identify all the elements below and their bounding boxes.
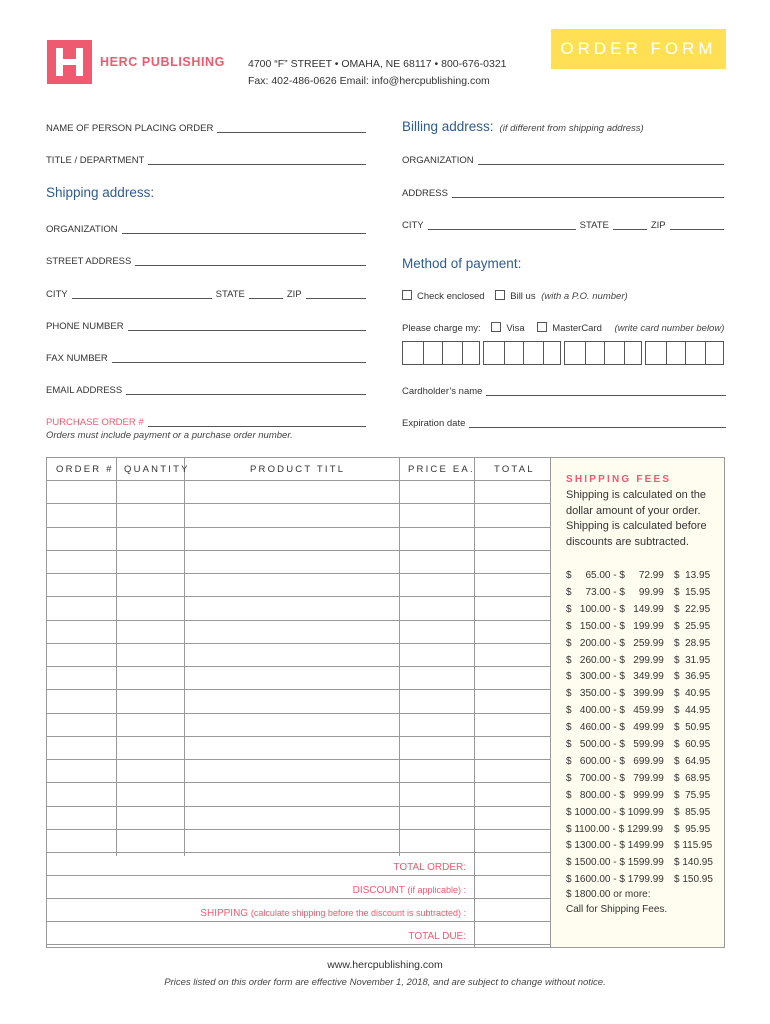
title-dept-label: TITLE / DEPARTMENT bbox=[46, 155, 145, 166]
fee-cost: $ 75.95 bbox=[674, 789, 711, 801]
table-row[interactable] bbox=[46, 759, 551, 782]
shipping-fee-row bbox=[566, 704, 716, 721]
card-number-group-3[interactable] bbox=[564, 341, 642, 365]
fee-cost: $ 68.95 bbox=[674, 772, 711, 784]
total-order-label: TOTAL ORDER: bbox=[393, 862, 466, 873]
table-row[interactable] bbox=[46, 666, 551, 689]
phone-field[interactable] bbox=[46, 319, 366, 333]
payment-heading: Method of payment: bbox=[402, 256, 522, 271]
ship-state-label: STATE bbox=[215, 289, 245, 300]
name-line[interactable] bbox=[217, 123, 366, 133]
shipping-row bbox=[200, 908, 466, 919]
fee-range: $ 1100.00 - $ 1299.99 bbox=[566, 823, 664, 835]
po-field[interactable] bbox=[46, 415, 366, 429]
table-row[interactable] bbox=[46, 527, 551, 550]
name-field[interactable] bbox=[46, 121, 366, 135]
address-line-1: 4700 “F” STREET • OMAHA, NE 68117 • 800-676-0321 bbox=[248, 58, 507, 70]
fee-range: $ 500.00 - $ 599.99 bbox=[566, 739, 664, 750]
ship-city-line[interactable] bbox=[72, 289, 212, 299]
payment-options-row bbox=[402, 290, 628, 302]
fee-cost: $ 22.95 bbox=[674, 603, 711, 615]
ship-organization-label: ORGANIZATION bbox=[46, 224, 118, 235]
logo-mark-icon bbox=[47, 40, 92, 84]
ship-state-line[interactable] bbox=[249, 289, 283, 299]
table-row[interactable] bbox=[46, 736, 551, 759]
expiration-line[interactable] bbox=[469, 418, 726, 428]
col-price-each: PRICE EA. bbox=[408, 464, 475, 475]
fee-range: $ 700.00 - $ 799.99 bbox=[566, 772, 664, 784]
fee-range: $ 1300.00 - $ 1499.99 bbox=[566, 840, 664, 852]
fee-cost: $ 150.95 bbox=[674, 874, 713, 886]
fee-range: $ 150.00 - $ 199.99 bbox=[566, 620, 664, 632]
table-row[interactable] bbox=[46, 643, 551, 666]
bill-us-checkbox[interactable] bbox=[495, 290, 505, 300]
shipping-fee-row bbox=[566, 772, 716, 789]
bill-state-label: STATE bbox=[579, 220, 609, 231]
fee-range: $ 1500.00 - $ 1599.99 bbox=[566, 857, 664, 869]
form-title-banner bbox=[551, 29, 726, 69]
street-field[interactable] bbox=[46, 254, 366, 268]
fax-field[interactable] bbox=[46, 351, 366, 365]
fee-range: $ 600.00 - $ 699.99 bbox=[566, 755, 664, 767]
charge-row bbox=[402, 322, 724, 334]
billing-address-heading bbox=[402, 119, 644, 134]
total-due-label: TOTAL DUE: bbox=[408, 931, 466, 942]
title-dept-line[interactable] bbox=[148, 155, 366, 165]
fee-cost: $ 13.95 bbox=[674, 570, 711, 581]
form-title: ORDER FORM bbox=[560, 39, 717, 58]
discount-label: DISCOUNT bbox=[352, 885, 405, 896]
phone-label: PHONE NUMBER bbox=[46, 321, 124, 332]
shipping-fee-row bbox=[566, 738, 716, 755]
discount-note: (if applicable) : bbox=[407, 885, 466, 895]
name-label: NAME OF PERSON PLACING ORDER bbox=[46, 123, 214, 134]
shipping-fees-note-line-1: $ 1800.00 or more: bbox=[566, 889, 651, 900]
footer-url[interactable]: www.hercpublishing.com bbox=[327, 959, 443, 971]
bill-organization-line[interactable] bbox=[478, 155, 724, 165]
fee-cost: $ 115.95 bbox=[674, 840, 713, 852]
expiration-field[interactable] bbox=[402, 416, 726, 430]
check-enclosed-checkbox[interactable] bbox=[402, 290, 412, 300]
table-row[interactable] bbox=[46, 829, 551, 852]
bill-us-label: Bill us bbox=[510, 291, 536, 302]
table-row[interactable] bbox=[46, 806, 551, 829]
card-note: (write card number below) bbox=[614, 323, 725, 334]
mastercard-checkbox[interactable] bbox=[537, 322, 547, 332]
shipping-fee-row bbox=[566, 839, 716, 856]
shipping-note: (calculate shipping before the discount is subtracted) : bbox=[250, 908, 466, 918]
fee-range: $ 400.00 - $ 459.99 bbox=[566, 705, 664, 717]
mastercard-label: MasterCard bbox=[552, 323, 602, 334]
cardholder-line[interactable] bbox=[486, 386, 726, 396]
fee-cost: $ 60.95 bbox=[674, 739, 711, 750]
bill-address-line[interactable] bbox=[452, 188, 724, 198]
ship-zip-line[interactable] bbox=[306, 289, 366, 299]
po-note: Orders must include payment or a purchase order number. bbox=[46, 430, 293, 441]
ship-zip-label: ZIP bbox=[286, 289, 302, 300]
fee-cost: $ 64.95 bbox=[674, 755, 711, 767]
fax-label: FAX NUMBER bbox=[46, 353, 108, 364]
fee-range: $ 460.00 - $ 499.99 bbox=[566, 722, 664, 734]
fee-cost: $ 15.95 bbox=[674, 586, 711, 598]
shipping-fee-row bbox=[566, 586, 716, 603]
bill-us-note: (with a P.O. number) bbox=[541, 291, 628, 302]
ship-organization-field[interactable] bbox=[46, 222, 366, 236]
shipping-fee-row bbox=[566, 603, 716, 620]
col-total: TOTAL bbox=[494, 464, 535, 475]
email-line[interactable] bbox=[126, 385, 366, 395]
street-label: STREET ADDRESS bbox=[46, 256, 132, 267]
bill-organization-field[interactable] bbox=[402, 153, 724, 167]
shipping-fee-row bbox=[566, 856, 716, 873]
fee-range: $ 350.00 - $ 399.99 bbox=[566, 688, 664, 700]
fee-cost: $ 44.95 bbox=[674, 705, 711, 717]
shipping-fees-note bbox=[566, 887, 667, 917]
table-row[interactable] bbox=[46, 713, 551, 736]
totals-block bbox=[46, 856, 466, 948]
visa-label: Visa bbox=[506, 323, 525, 334]
street-line[interactable] bbox=[135, 256, 366, 266]
shipping-fee-row bbox=[566, 670, 716, 687]
shipping-fee-row bbox=[566, 789, 716, 806]
company-name: HERC PUBLISHING bbox=[100, 55, 225, 69]
shipping-fee-row bbox=[566, 823, 716, 840]
title-dept-field[interactable] bbox=[46, 153, 366, 167]
bill-address-field[interactable] bbox=[402, 186, 724, 200]
table-row[interactable] bbox=[46, 689, 551, 712]
fax-line[interactable] bbox=[112, 353, 366, 363]
shipping-fees-note-line-2: Call for Shipping Fees. bbox=[566, 904, 668, 915]
shipping-address-heading: Shipping address: bbox=[46, 185, 155, 200]
table-row[interactable] bbox=[46, 550, 551, 573]
table-row[interactable] bbox=[46, 573, 551, 596]
billing-note: (if different from shipping address) bbox=[499, 123, 644, 134]
shipping-fee-row bbox=[566, 637, 716, 654]
shipping-fee-row bbox=[566, 654, 716, 671]
billing-heading-text: Billing address: bbox=[402, 119, 494, 134]
fee-cost: $ 85.95 bbox=[674, 806, 711, 818]
fee-cost: $ 40.95 bbox=[674, 688, 711, 700]
col-product-title: PRODUCT TITL bbox=[250, 464, 346, 475]
email-field[interactable] bbox=[46, 383, 366, 397]
shipping-fee-row bbox=[566, 755, 716, 772]
fee-range: $ 73.00 - $ 99.99 bbox=[566, 586, 664, 598]
fee-range: $ 1600.00 - $ 1799.99 bbox=[566, 874, 664, 886]
charge-label: Please charge my: bbox=[402, 323, 481, 334]
ship-organization-line[interactable] bbox=[122, 224, 366, 234]
card-number-group-2[interactable] bbox=[483, 341, 561, 365]
ship-city-state-zip-field[interactable] bbox=[46, 287, 366, 301]
address-line-2: Fax: 402-486-0626 Email: info@hercpublishing.com bbox=[248, 75, 490, 87]
fee-range: $ 300.00 - $ 349.99 bbox=[566, 671, 664, 683]
fee-cost: $ 25.95 bbox=[674, 620, 711, 632]
ship-city-label: CITY bbox=[46, 289, 68, 300]
table-row[interactable] bbox=[46, 596, 551, 619]
col-quantity: QUANTITY bbox=[124, 464, 190, 475]
table-row[interactable] bbox=[46, 782, 551, 805]
table-row[interactable] bbox=[46, 480, 551, 503]
fee-range: $ 260.00 - $ 299.99 bbox=[566, 654, 664, 666]
fee-cost: $ 140.95 bbox=[674, 857, 713, 869]
bill-address-label: ADDRESS bbox=[402, 188, 448, 199]
check-enclosed-label: Check enclosed bbox=[417, 291, 485, 302]
fee-cost: $ 50.95 bbox=[674, 722, 711, 734]
col-order-number: ORDER # bbox=[56, 464, 114, 475]
shipping-fee-row bbox=[566, 806, 716, 823]
shipping-label: SHIPPING bbox=[200, 908, 249, 919]
fee-range: $ 1000.00 - $ 1099.99 bbox=[566, 806, 664, 818]
shipping-fee-row bbox=[566, 721, 716, 738]
bill-city-state-zip-field[interactable] bbox=[402, 218, 724, 232]
bill-state-line[interactable] bbox=[613, 220, 647, 230]
company-address bbox=[248, 56, 507, 90]
table-row[interactable] bbox=[46, 503, 551, 526]
bill-organization-label: ORGANIZATION bbox=[402, 155, 474, 166]
shipping-fee-row bbox=[566, 620, 716, 637]
fee-range: $ 65.00 - $ 72.99 bbox=[566, 570, 664, 581]
cardholder-label: Cardholder’s name bbox=[402, 386, 483, 397]
shipping-fees-heading: SHIPPING FEES bbox=[566, 474, 672, 485]
fee-cost: $ 36.95 bbox=[674, 671, 711, 683]
fee-cost: $ 31.95 bbox=[674, 654, 711, 666]
shipping-fees-description: Shipping is calculated on the dollar amount of your order. Shipping is calculated before discounts are subtracted. bbox=[566, 489, 707, 548]
cardholder-field[interactable] bbox=[402, 384, 726, 398]
po-line[interactable] bbox=[148, 417, 366, 427]
fee-cost: $ 95.95 bbox=[674, 823, 711, 835]
table-row[interactable] bbox=[46, 620, 551, 643]
footer-note: Prices listed on this order form are effective November 1, 2018, and are subject to change without notice. bbox=[164, 977, 606, 988]
shipping-fee-row bbox=[566, 569, 716, 586]
email-label: EMAIL ADDRESS bbox=[46, 385, 123, 396]
po-label: PURCHASE ORDER # bbox=[46, 417, 144, 428]
bill-zip-line[interactable] bbox=[670, 220, 724, 230]
expiration-label: Expiration date bbox=[402, 418, 466, 429]
bill-zip-label: ZIP bbox=[650, 220, 666, 231]
shipping-fee-row bbox=[566, 687, 716, 704]
bill-city-line[interactable] bbox=[428, 220, 576, 230]
phone-line[interactable] bbox=[128, 321, 366, 331]
fee-range: $ 100.00 - $ 149.99 bbox=[566, 603, 664, 615]
fee-cost: $ 28.95 bbox=[674, 637, 711, 649]
card-number-group-4[interactable] bbox=[645, 341, 724, 365]
discount-row bbox=[353, 885, 466, 896]
visa-checkbox[interactable] bbox=[491, 322, 501, 332]
bill-city-label: CITY bbox=[402, 220, 424, 231]
fee-range: $ 200.00 - $ 259.99 bbox=[566, 637, 664, 649]
fee-range: $ 800.00 - $ 999.99 bbox=[566, 789, 664, 801]
card-number-group-1[interactable] bbox=[402, 341, 480, 365]
